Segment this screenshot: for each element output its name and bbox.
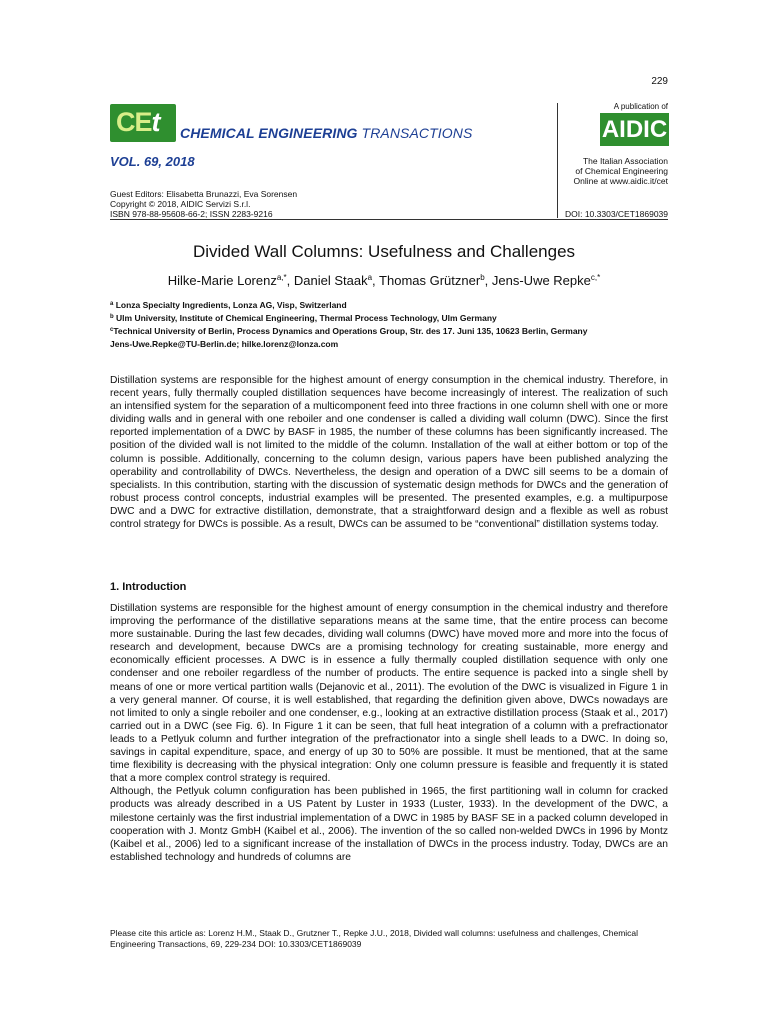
citation-footer: Please cite this article as: Lorenz H.M., Staak D., Grutzner T., Repke J.U., 2018, Divided wall columns: usefulness and challenges, Chemical Engineering Transactions, 69, 229-234 DOI: 10.3303/CET1869039 (110, 928, 639, 949)
header-rule (110, 219, 668, 220)
affiliation-sup: a (110, 301, 114, 307)
affiliation-item (110, 299, 587, 312)
copyright-line: Copyright © 2018, AIDIC Servizi S.r.l. (110, 199, 251, 209)
author-name: Daniel Staak (293, 273, 368, 288)
affiliation-item (110, 325, 587, 338)
isbn-line: ISBN 978-88-95608-66-2; ISSN 2283-9216 (110, 209, 273, 219)
journal-name (180, 125, 472, 141)
author-list (0, 273, 768, 288)
author-emails[interactable]: Jens-Uwe.Repke@TU-Berlin.de; hilke.lorenz@lonza.com (110, 339, 339, 349)
volume-label: VOL. 69, 2018 (110, 154, 195, 169)
affiliation-text: Ulm University, Institute of Chemical Engineering, Thermal Process Technology, Ulm Germany (116, 313, 497, 323)
association-line-2: of Chemical Engineering (575, 166, 668, 176)
affiliations (110, 299, 587, 351)
affiliation-sup: c (110, 327, 114, 333)
logo-italic-text: t (151, 107, 160, 137)
affiliation-sup: b (110, 314, 114, 320)
author-sep: , (372, 273, 380, 288)
logo-main-text: CE (116, 107, 152, 137)
association-line-1: The Italian Association (582, 156, 668, 166)
author-name: Thomas Grützner (379, 273, 481, 288)
section-heading-introduction: 1. Introduction (110, 581, 187, 593)
intro-paragraph: Although, the Petlyuk column configuration has been published in 1965, the first partitioning wall in column for cracked products was already described in a US Patent by Luster in 1933 (Luster, 1933). In the development of the DWC, a milestone certainly was the first industrial implementation of a DWC in 1985 by BASF SE in a packed column developed in cooperation with J. Montz GmbH (Kaibel et al., 2006). The invention of the so called non-welded DWCs in 1996 by Montz (Kaibel et al., 2006) led to a significant increase of the installation of DWCs in the process industry. Today, DWCs are an established technology and hundreds of columns are (110, 786, 668, 863)
intro-paragraph: Distillation systems are responsible for the highest amount of energy consumption in the chemical industry and therefore improving the performance of the distillative separations means at the same time, that the entire process can become more sustainable. During the last few decades, dividing wall columns (DWC) have moved more and more into the focus of research and development, because DWCs are a promising technology for creating sustainable, more energy and economically efficient processes. A DWC is in essence a fully thermally coupled distillation sequence with only one condenser and one reboiler regardless of the number of products. The entire sequence is packed into a single shell by means of one or more vertical partition walls (Dejanovic et al., 2011). The evolution of the DWC is visualized in Figure 1 in a very general manner. Of course, it is well established, that regarding the definition given above, DWCs nowadays are not limited to only a single reboiler and one condenser, e.g., looking at an extractive distillation process (Staak et al., 2017) carried out in a DWC (see Fig. 6). In Figure 1 it can be seen, that full heat integration of a column with a prefractionator leads to a Petlyuk column and further integration of the prefractionator into a single shell leads to a DWC. In doing so, savings in capital expenditure, space, and energy of up 30 to 50% are possible. It must be mentioned, that at the same time flexibility is decreasing with the physical integration: Only one column pressure is feasible and frequently it is stated that a more complex control strategy is required. (110, 603, 668, 785)
affiliation-text: Lonza Specialty Ingredients, Lonza AG, Visp, Switzerland (115, 300, 347, 310)
cet-logo (110, 104, 176, 142)
doi-label[interactable]: DOI: 10.3303/CET1869039 (564, 209, 668, 219)
author-sup: a,* (276, 273, 287, 282)
author-sep: , (484, 273, 492, 288)
journal-name-bold: CHEMICAL ENGINEERING (180, 125, 358, 141)
journal-name-light: TRANSACTIONS (361, 125, 473, 141)
publication-of-label: A publication of (613, 102, 668, 111)
affiliation-item (110, 312, 587, 325)
author-sep: , (286, 273, 294, 288)
introduction-body (110, 602, 668, 864)
header-divider (557, 103, 558, 218)
author-name: Hilke-Marie Lorenz (167, 273, 277, 288)
author-name: Jens-Uwe Repke (491, 273, 591, 288)
aidic-logo (600, 113, 669, 146)
association-info (574, 156, 668, 186)
editors-info (110, 189, 297, 219)
author-sup: c,* (590, 273, 601, 282)
aidic-logo-text: AIDIC (601, 116, 668, 143)
association-line-3[interactable]: Online at www.aidic.it/cet (573, 176, 668, 186)
page-number: 229 (651, 76, 668, 87)
affiliation-text: Technical University of Berlin, Process Dynamics and Operations Group, Str. des 17. Juni 135, 10623 Berlin, Germany (113, 326, 588, 336)
paper-title: Divided Wall Columns: Usefulness and Challenges (192, 242, 576, 261)
abstract-text: Distillation systems are responsible for the highest amount of energy consumption in the chemical industry. Therefore, in recent years, fully thermally coupled distillation sequences have become increasingly of interest. The realization of such an intensified system for the separation of a multicomponent feed into three fractions in one column shell with one or more dividing walls and in general with one reboiler and one condenser is called a dividing wall column (DWC). Since the first reported implementation of a DWC by BASF in 1985, the number of these columns has been significantly increased. The position of the divided wall is not limited to the middle of the column. Installation of the wall at either bottom or top of the column is possible. Additionally, concerning to the column design, various papers have been published analyzing the operability and controllability of DWCs. Nevertheless, the design and operation of a DWC sill seems to be a domain of specialists. In this contribution, starting with the discussion of systematic design methods for DWCs and the generation of robust process control concepts, industrial examples will be presented. The presented examples, e.g. a multipurpose DWC and a DWC for extractive distillation, demonstrate, that a straightforward design and a flexible as well as robust control strategy for DWCs is possible. As a result, DWCs can be assumed to be “conventional” distillation systems today. (110, 375, 668, 531)
author-sup: a (367, 273, 373, 282)
editors-line: Guest Editors: Elisabetta Brunazzi, Eva Sorensen (110, 189, 298, 199)
author-sup: b (480, 273, 485, 282)
